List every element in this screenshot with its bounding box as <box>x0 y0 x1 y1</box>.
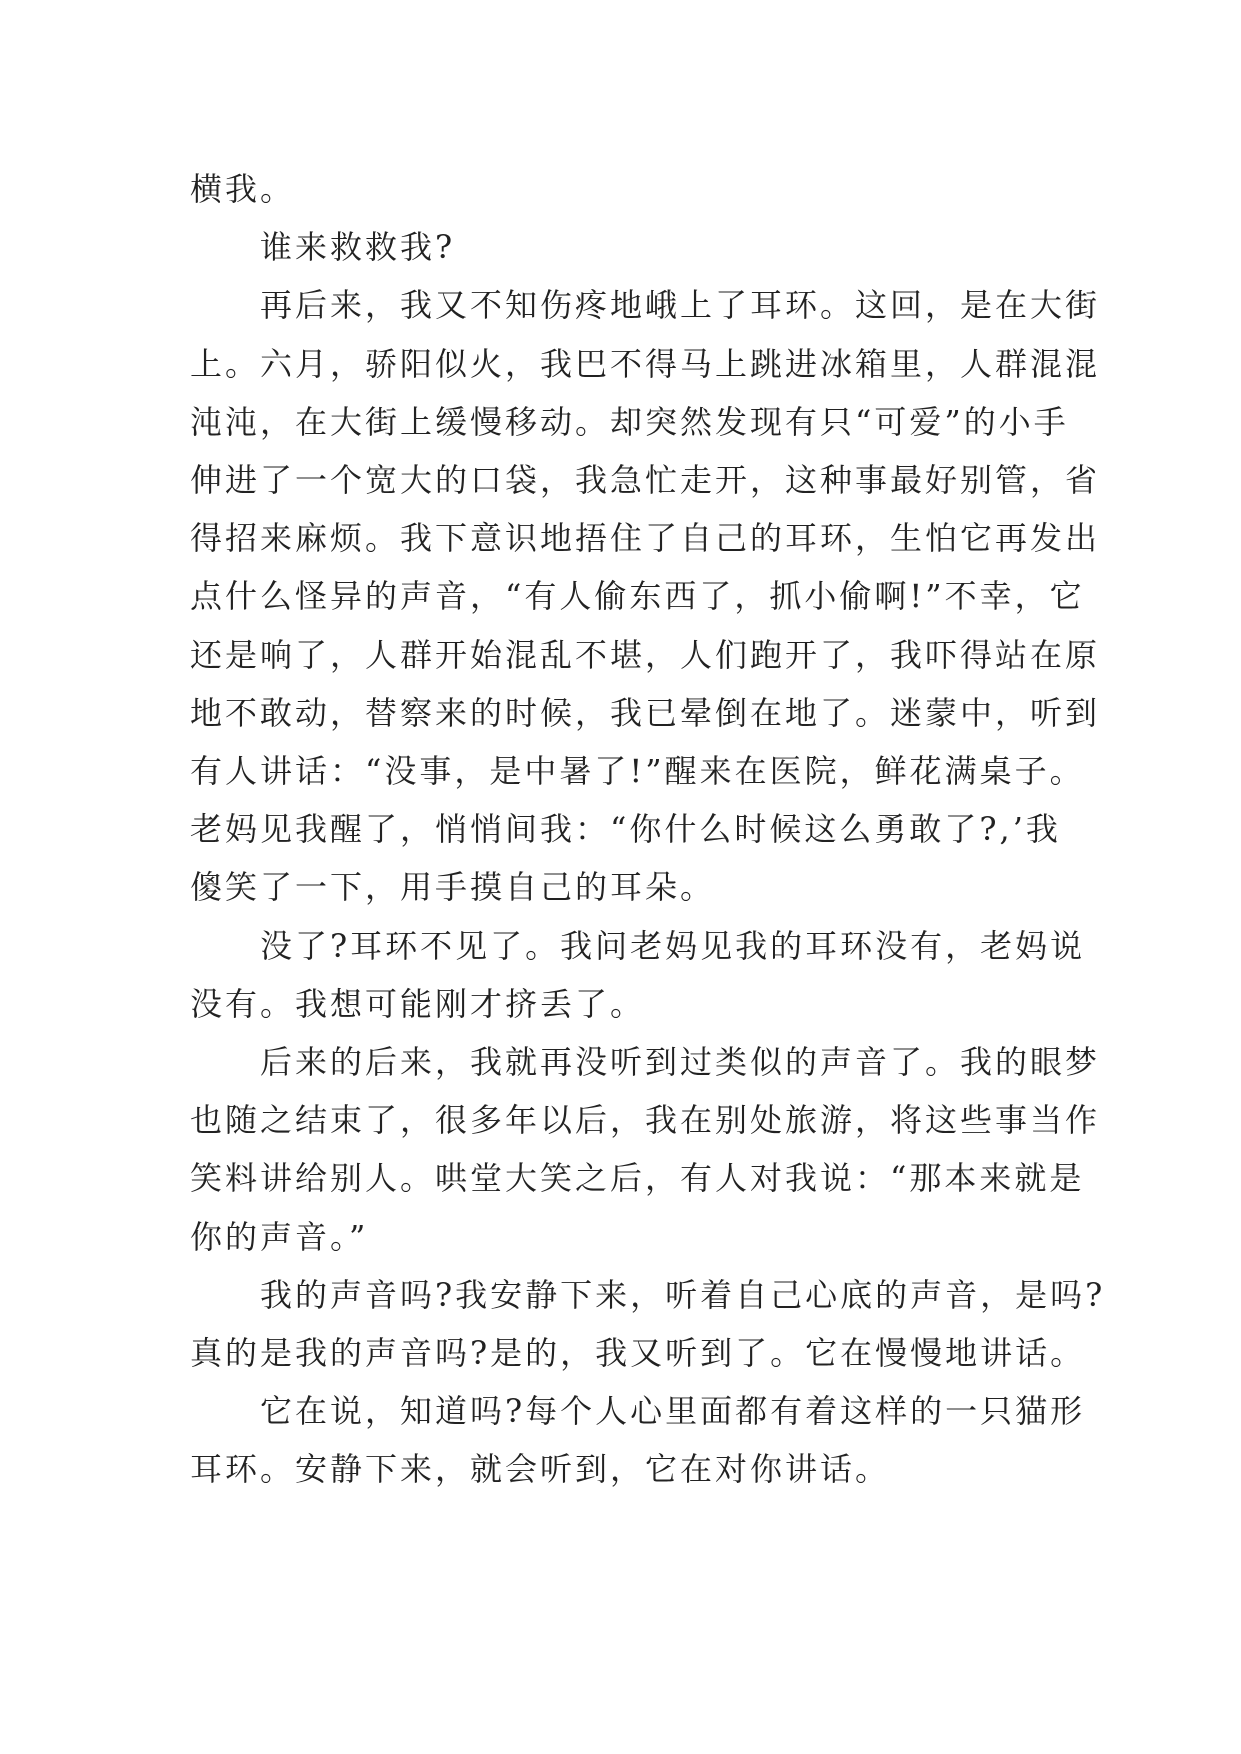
text-line: 没有。我想可能刚才挤丢了。 <box>190 984 646 1023</box>
text-line: 得招来麻烦。我下意识地捂住了自己的耳环，生怕它再发出 <box>190 519 1101 558</box>
text-line: 我的声音吗?我安静下来，听着自己心底的声音，是吗? <box>190 1275 1106 1314</box>
text-line: 真的是我的声音吗?是的，我又听到了。它在慢慢地讲话。 <box>190 1334 1086 1373</box>
text-line: 它在说，知道吗?每个人心里面都有着这样的一只猫形 <box>190 1392 1086 1431</box>
text-line: 谁来救救我? <box>190 228 456 267</box>
text-line: 地不敢动，替察来的时候，我已晕倒在地了。迷蒙中，听到 <box>190 693 1101 732</box>
text-line: 你的声音。” <box>190 1217 369 1256</box>
text-line: 上。六月，骄阳似火，我巴不得马上跳进冰箱里，人群混混 <box>190 344 1101 383</box>
document-body-text <box>190 160 1106 1499</box>
text-line: 没了?耳环不见了。我问老妈见我的耳环没有，老妈说 <box>190 926 1086 965</box>
text-line: 横我。 <box>190 170 296 208</box>
text-line: 再后来，我又不知伤疼地峨上了耳环。这回，是在大街 <box>190 286 1101 325</box>
text-line: 还是响了，人群开始混乱不堪，人们跑开了，我吓得站在原 <box>190 635 1101 674</box>
text-line: 也随之结束了，很多年以后，我在别处旅游，将这些事当作 <box>190 1101 1101 1140</box>
text-line: 沌沌，在大街上缓慢移动。却突然发现有只“可爱”的小手 <box>190 402 1069 441</box>
text-line: 伸进了一个宽大的口袋，我急忙走开，这种事最好别管，省 <box>190 461 1101 500</box>
text-line: 傻笑了一下，用手摸自己的耳朵。 <box>190 868 716 907</box>
text-line: 点什么怪异的声音，“有人偷东西了，抓小偷啊!”不幸，它 <box>190 577 1085 616</box>
text-line: 有人讲话：“没事，是中暑了!”醒来在医院，鲜花满桌子。 <box>190 752 1085 791</box>
text-line: 耳环。安静下来，就会听到，它在对你讲话。 <box>190 1450 891 1489</box>
text-line: 后来的后来，我就再没听到过类似的声音了。我的眼梦 <box>190 1043 1101 1082</box>
text-line: 老妈见我醒了，悄悄间我：“你什么时候这么勇敢了?,’我 <box>190 810 1061 849</box>
text-line: 笑料讲给别人。哄堂大笑之后，有人对我说：“那本来就是 <box>190 1159 1085 1198</box>
